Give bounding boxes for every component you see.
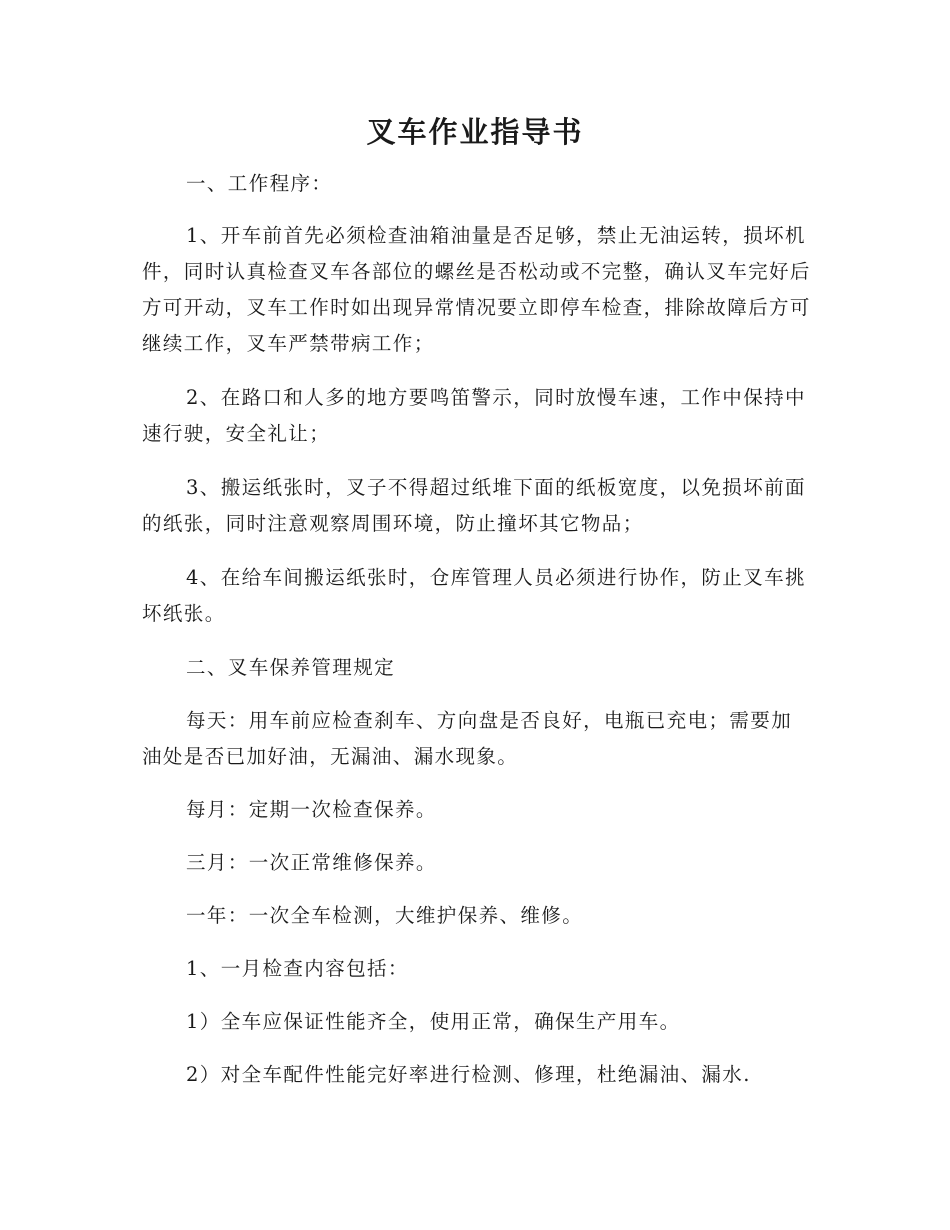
section-heading-maintenance-rules: 二、叉车保养管理规定 [186,656,396,679]
paragraph-yearly: 一年：一次全车检测，大维护保养、维修。 [186,904,584,927]
paragraph-quarterly: 三月：一次正常维修保养。 [186,851,437,874]
list-item-2: 2）对全车配件性能完好率进行检测、修理，杜绝漏油、漏水. [186,1063,751,1086]
paragraph-monthly: 每月：定期一次检查保养。 [186,798,437,821]
paragraph-daily: 每天：用车前应检查刹车、方向盘是否良好，电瓶已充电；需要加油处是否已加好油，无漏油、漏水现象。 [142,709,793,768]
document-title: 叉车作业指导书 [366,115,584,149]
list-item-1: 1）全车应保证性能齐全，使用正常，确保生产用车。 [186,1010,681,1033]
paragraph-item-2: 2、在路口和人多的地方要鸣笛警示，同时放慢车速，工作中保持中速行驶，安全礼让； [142,386,806,445]
subsection-heading-monthly-check: 1、一月检查内容包括： [186,957,409,980]
paragraph-item-4: 4、在给车间搬运纸张时，仓库管理人员必须进行协作，防止叉车挑坏纸张。 [142,566,806,625]
paragraph-item-1: 1、开车前首先必须检查油箱油量是否足够，禁止无油运转，损坏机件，同时认真检查叉车各部位的螺丝是否松动或不完整，确认叉车完好后方可开动，叉车工作时如出现异常情况要立即停车检查，排除故障后方可继续工作，叉车严禁带病工作； [142,224,811,355]
paragraph-item-3: 3、搬运纸张时，叉子不得超过纸堆下面的纸板宽度，以免损坏前面的纸张，同时注意观察周围环境，防止撞坏其它物品； [142,476,806,535]
section-heading-work-procedure: 一、工作程序： [186,172,333,195]
